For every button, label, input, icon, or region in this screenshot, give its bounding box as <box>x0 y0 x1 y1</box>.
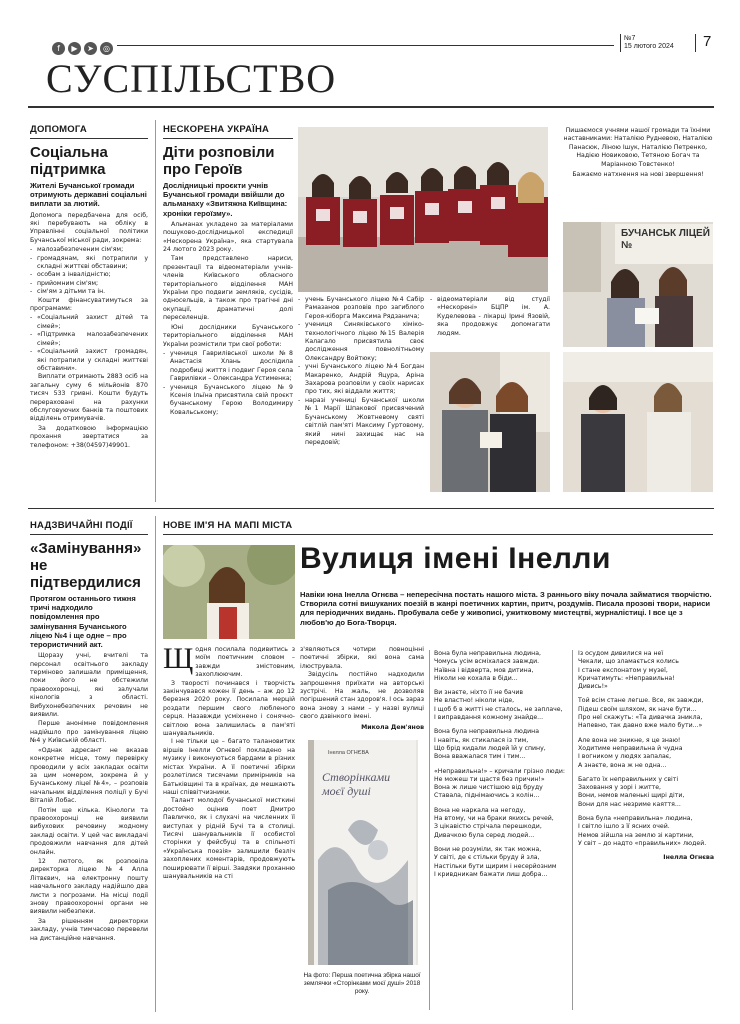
poem-stanza: Багато їх неправильних у світі Заховання у зорі і житте, Вони, немов маленькі щирі діти, Вони для нас незриме каяття... <box>578 775 685 808</box>
lead: Жителі Бучанської громади отримують державні соціальні виплати за лютий. <box>30 181 147 209</box>
headline: Діти розповіли про Героїв <box>163 144 275 178</box>
header-divider <box>620 34 621 52</box>
paragraph: 12 лютого, як розповіла директорка ліцею №4 Алла Літвєвич, на електронну пошту навчального закладу надійшло два листи з погрозами. На місці події знову правоохоронні органи не виявили небезпеки. <box>30 857 148 916</box>
photo-caption: На фото: Перша поетична збірка нашої землячки «Сторінками моєї душі» 2018 року. <box>303 972 421 996</box>
article-heroes-col3 <box>430 296 550 338</box>
section-label: НАДЗВИЧАЙНІ ПОДІЇ <box>30 520 133 531</box>
paragraph: Альманах укладено за матеріалами пошуково-дослідницької експедиції «Нескорена Україна», яка стартувала 24 лютого 2023 року. <box>163 220 293 254</box>
book-title: Створінками моєї душі <box>322 770 391 798</box>
poem-author: Інелла Огнєва <box>663 854 714 862</box>
paragraph: Виплати отримають 2883 осіб на загальну суму 6 мільйонів 870 тисяч 533 гривні. Кошти будуть перераховані на рахунки обслуговуючих банків та поштових відділень отримувачів. <box>30 373 148 423</box>
school-sign-photo <box>563 222 713 347</box>
issue-info <box>624 35 674 51</box>
list-item: - учень Бучанського ліцею №4 Сабір Рамазанов розповів про загиблого Героя-кіборга Максима Рядзанича; <box>298 296 424 321</box>
book-author: Інелла ОГНЄВА <box>328 750 369 756</box>
list-item: - наразі учениці Бучанської школи №1 Марії Шпакової присвячений Бучанському Жовтневому святі світлій пам'яті Максиму Гуртовому, який нині захищає нас на передовій; <box>298 397 424 447</box>
paragraph: І не тільки це – багато талановитих віршів Інелли Огнєвої покладено на музику і виконуються бардами в різних містах України. А її поетичні збірки розлетілися тисячами примірників на Батьківщині та в країнах, де мешкають наші співвітчизники. <box>163 738 295 796</box>
instagram-icon[interactable]: ◎ <box>100 42 113 55</box>
paragraph: З творості починався і творчість закінчувався кожен її день – аж до 12 березня 2020 року. Посилала мерцій роздати першим свого любленого серця. Назавжди усміхнено і сонячно-світлою вона залишилась в пам'яті шанувальників. <box>163 679 295 738</box>
book-cover-image <box>308 740 418 965</box>
headline: «Замінування» не підтвердилися <box>30 540 142 591</box>
page-divider <box>695 34 696 52</box>
paragraph: Там представлено нариси, презентації та відеоматеріали учнів-членів Київського обласного територіального відділення МАН України про подвиги земляків, сусідів, односельців, а також про трагічні дні окупації, драматичні долі переселенців. <box>163 255 293 322</box>
article-heroes <box>163 124 293 417</box>
column-divider <box>155 120 156 502</box>
paragraph: Талант молодої бучанської мисткині достойно оцінив поет Дмитро Павличко, як і слухачі на численних її виступах у рідній Бучі та в столиці. Тисячі шанувальників її особистої сторінки у фейсбуці та в спільноті «Українська поезія» залишили безліч захоплених коментарів, продовжують поширювати її вірші. Завдяки проханню шанувальників на сті <box>163 797 295 880</box>
list-item: - «Соціальний захист громадян, які потрапили у складні життєві обставини». <box>30 348 148 373</box>
paragraph: Бажаємо натхнення на нові звершення! <box>572 171 704 179</box>
drop-cap: Щ <box>163 642 194 675</box>
headline: Соціальна підтримка <box>30 144 108 178</box>
two-women-photo <box>430 352 550 492</box>
lead: Протягом останнього тижня тричі надходило повідомлення про замінування Бучанського ліцею №4 і ще одне – про терористичний акт. <box>30 594 136 650</box>
article-heroes-thanks <box>563 127 713 179</box>
article-heroes-col2 <box>298 296 424 447</box>
author-signature: Микола Дем'янов <box>361 723 424 731</box>
poem-stanza: Вона не наркала на негоду, На втому, чи на браки якихсь речей, З цікавістю стрічала перешкоди, Дивачкою була серед людей... <box>434 806 554 839</box>
poem-stanza: Ви знаєте, ніхто її не бачив Не властно! ніколи ніде, І щоб б в житті не сталось, не заплаче, І виправдання кожному знайде... <box>434 689 563 722</box>
list-item: - учениця Синяківського хіміко-технологічного ліцею №15 Валерія Калагало присвятила своє дослідження повнолітньому Олександру Войтюку; <box>298 321 424 363</box>
poem-stanza: Вона була неправильна людина І навіть, як стикалася із тим, Що брід кидали людей їй у спину, Вона вважалася тим і тим... <box>434 728 546 761</box>
paragraph: Кошти фінансуватимуться за програмами: <box>30 296 148 313</box>
list-item: - особам з інвалідністю; <box>30 271 148 279</box>
list-item: - громадянам, які потрапили у складні життєві обставини; <box>30 255 148 272</box>
paragraph: Звідусіль постійно надходили запрошення приїхати на авторські зустрічі. На жаль, не дозволяв погіршений стан здоров'я. І ось зараз вона знову з нами – у назві вулиці свого дзвінкого імені. <box>300 671 424 721</box>
list-item: - відеоматеріали від студії «Нескорені» БЦПР ім. А. Куделевова - лікарці Ірині Язовій, яка продовжує допомагати людям. <box>430 296 550 338</box>
poem-stanza: Вони не розуміли, як так можна, У світі, де є стільки бруду й зла, Настільки бути щирим і несерйозним І кривдникам бажати лиш добра... <box>434 845 557 878</box>
list-item: - малозабезпеченим сім'ям; <box>30 246 148 254</box>
inella-portrait-photo <box>163 545 295 639</box>
article-street-name <box>163 520 713 535</box>
column-divider <box>572 650 573 1010</box>
poem-column-2 <box>578 650 714 869</box>
teachers-photo <box>563 352 713 492</box>
facebook-icon[interactable]: f <box>52 42 65 55</box>
paragraph: Допомога передбачена для осіб, які перебувають на обліку в Управлінні соціальної політики Бучанської міської ради, зокрема: <box>30 211 148 244</box>
paragraph: Щоразу учні, вчителі та персонал освітнього закладу терміново залишали приміщення, поки його не обстежили правоохоронці, які залучали кінологів з області. Вибухонебезпечних речовин не виявили. <box>30 652 148 719</box>
article-street-col1 <box>163 642 295 881</box>
section-title: СУСПІЛЬСТВО <box>46 56 337 101</box>
list-item: - учениця Гаврилівської школи №8 Анастасія Хлань дослідила подробиці життя і подвиг Героя села Гаврилівки – Олександра Устименка; <box>163 350 293 384</box>
school-sign-text: БУЧАНСЬК ЛІЦЕЙ № <box>621 228 710 251</box>
issue-date: 15 лютого 2024 <box>624 43 674 50</box>
article-street-col2 <box>300 646 424 732</box>
list-item: - «Соціальний захист дітей та сімей»; <box>30 314 148 331</box>
section-label: НОВЕ ІМ'Я НА МАПІ МІСТА <box>163 520 293 531</box>
paragraph: За рішенням директорки закладу, учнів тимчасово перевели на дистанційне навчання. <box>30 917 148 942</box>
list-item: - прийомним сім'ям; <box>30 280 148 288</box>
paragraph: «Однак адресант не вказав конкретне місце, тому перевірку проводили у всіх закладах освіти за цим номером, зокрема й у Бучанському ліцеї №4», – розповів начальник відділення поліції у Бучі Віталій Лобас. <box>30 746 148 805</box>
column-divider <box>429 650 430 1010</box>
header-rule <box>117 45 614 46</box>
poem-stanza: Вона була «неправильна» людина, І світло ішло з її ясних очей. Немов зійшла на землю зі картини, У світ – до надто «правильних» людей. <box>578 815 707 847</box>
page-number: 7 <box>703 33 712 50</box>
article-bomb-threats <box>30 520 148 944</box>
poem-column-1 <box>434 650 570 885</box>
paragraph: з'являються чотири повноцінні поетичні збірки, які вона сама ілюструвала. <box>300 646 424 670</box>
social-icons <box>52 36 116 55</box>
poem-stanza: «Неправильна!» – кричали грізно люди: Не можеш ти щастя без причин!» Вона ж лише чистішою від бруду Ставала, піднімаючись з колін... <box>434 767 566 800</box>
paragraph: За додатковою інформацією прохання звертатися за телефоном: +38(04597)49901. <box>30 424 148 449</box>
students-group-photo <box>298 127 548 292</box>
poem-stanza: Той всім стане легше. Все, як завжди, Підеш своїм шляхом, як наче бути... Про неї скажуть: «Та дивачка зникла, Напевно, так давно вже мало бути...» <box>578 697 704 730</box>
paragraph: Пишаємося учнями нашої громади та їхніми наставниками: Наталією Рудневою, Наталією Панасюк, Ліною Ішук, Наталією Петренко, Надією Новиковою, Тетяною Богач та Маріанною Товстенко! <box>563 127 713 168</box>
lead: Дослідницькі проєкти учнів Бучанської громади ввійшли до альманаху «Звитяжна Київщина: хроніки героїзму». <box>163 181 288 218</box>
mid-rule <box>28 508 714 509</box>
poem-stanza: Із осудом дивилися на неї Чекали, що зламається колись І стане експонатом у музеї, Кричатимуть: «Неправильна! Дивись!» <box>578 650 679 691</box>
paragraph: Потім ще кілька. Кінологи та правоохоронці не виявили вибухових речовину жодному закладі освіти. У цей час викладачі продовжили навчання для дітей онлайн. <box>30 806 148 856</box>
section-label: НЕСКОРЕНА УКРАЇНА <box>163 124 270 135</box>
paragraph: Перше анонімне повідомлення надійшло про замінування ліцею №4 у Київській області. <box>30 720 148 745</box>
paragraph: одня посилала подивитись з моїм поетичним словом – завжди змістовним, захоплюючим. <box>195 646 295 679</box>
lead: Навіки юна Інелла Огнєва – непересічна постать нашого міста. З раннього віку почала займатися творчістю. Створила сотні вишуканих поезій в жанрі поетичних картин, притч, роздумів. Писала прозові твори, нариси для періодичних видань. Пробувала себе у живописі, ужитковому мистецтві, журналістиці. І все це з любов'ю до Бога-Творця. <box>300 590 712 627</box>
list-item: - учні Бучанського ліцею №4 Богдан Макаренко, Андрій Яцура, Аріна Захарова розповіли у своїх нарисах про тих, які віддали життя; <box>298 363 424 397</box>
list-item: - «Підтримка малозабезпечених сімей»; <box>30 331 148 348</box>
column-divider <box>155 516 156 1012</box>
paragraph: Юні дослідники Бучанського територіального відділення МАН України розмістили три свої роботи: <box>163 323 293 348</box>
telegram-icon[interactable]: ➤ <box>84 42 97 55</box>
list-item: - сім'ям з дітьми та ін. <box>30 288 148 296</box>
poem-stanza: Але вона не зникне, я це знаю! Ходитиме неправильна й чудна І вогником у людях запалає, А знаєте, вона ж не одна... <box>578 736 683 769</box>
article-social-support <box>30 124 148 451</box>
section-label: ДОПОМОГА <box>30 124 87 135</box>
list-item: - учениця Бучанського ліцею №9 Ксенія Ільїна присвятила свій проєкт бучанському Герою Володимиру Ковальському; <box>163 384 293 418</box>
issue-number: №7 <box>624 35 636 42</box>
poem-stanza: Вона була неправильна людина, Чомусь усім всміхалася завжди. Наївна і відверта, мов дитина, Ніколи не кохала в біди... <box>434 650 541 682</box>
headline: Вулиця імені Інелли <box>300 542 611 575</box>
title-rule <box>28 106 714 108</box>
youtube-icon[interactable]: ▶ <box>68 42 81 55</box>
